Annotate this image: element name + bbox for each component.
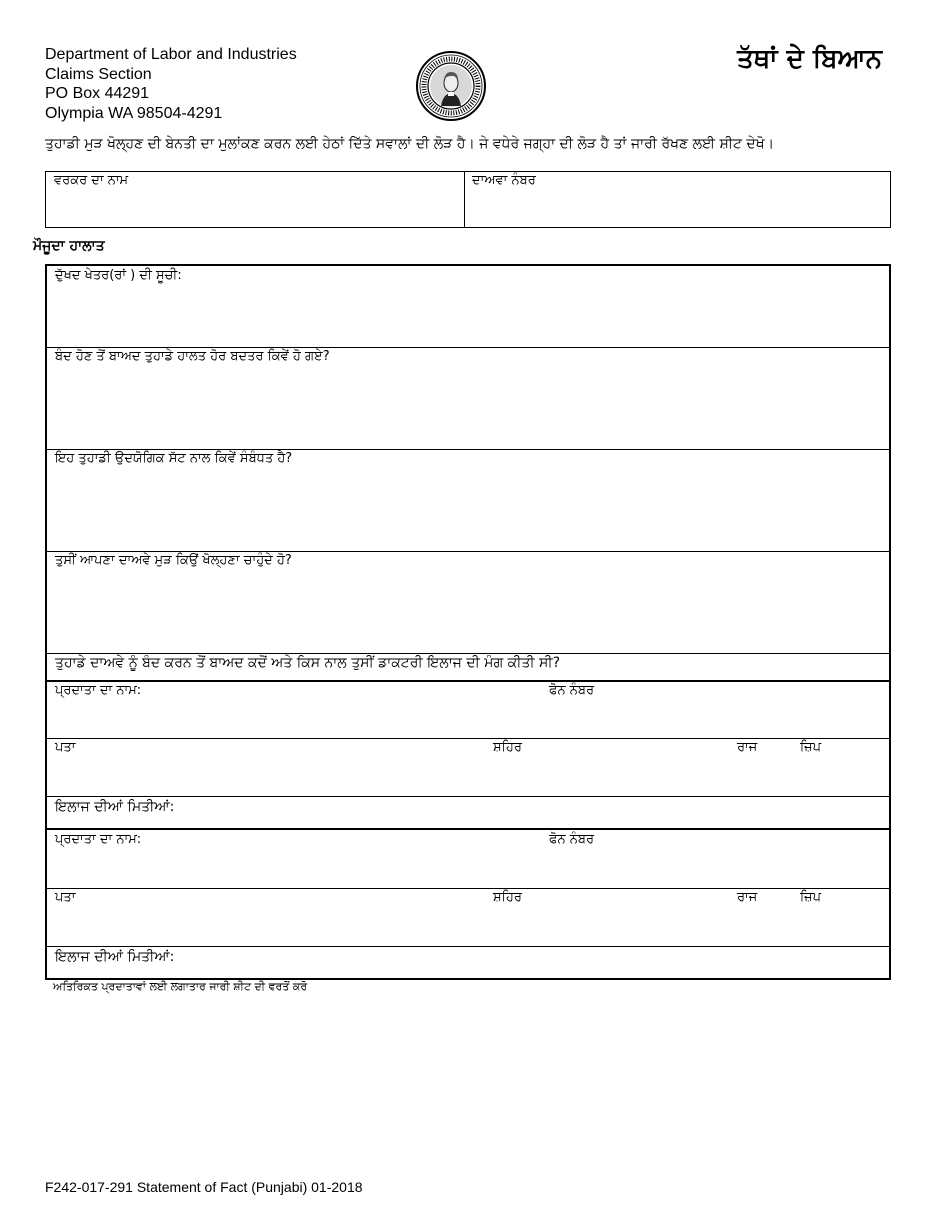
zip-field[interactable] (798, 908, 888, 944)
worker-name-label: ਵਰਕਰ ਦਾ ਨਾਮ (54, 173, 129, 188)
provider-name-label: ਪ੍ਰਦਾਤਾ ਦਾ ਨਾਮ: (55, 832, 142, 847)
state-field[interactable] (735, 758, 795, 794)
treatment-dates-label: ਇਲਾਜ ਦੀਆਂ ਮਿਤੀਆਂ: (55, 949, 175, 965)
divider (47, 888, 889, 889)
address-label: ਪਤਾ (55, 890, 76, 905)
related-injury-field[interactable] (47, 470, 889, 550)
phone-number-label: ਫੋਨ ਨੰਬਰ (549, 683, 595, 698)
question-treatment: ਤੁਹਾਡੇ ਦਾਅਵੇ ਨੂੰ ਬੰਦ ਕਰਨ ਤੋਂ ਬਾਅਦ ਕਦੋਂ ਅਤੇ ਕਿਸ ਨਾਲ ਤੁਸੀਂ ਡਾਕਟਰੀ ਇਲਾਜ ਦੀ ਮੰਗ ਕੀਤੀ ਸੀ? (55, 655, 561, 671)
additional-providers-note: ਅਤਿਰਿਕਤ ਪ੍ਰਦਾਤਾਵਾਂ ਲਈ ਲਗਾਤਾਰ ਜਾਰੀ ਸ਼ੀਟ ਦੀ ਵਰਤੋਂ ਕਰੋ (53, 980, 308, 993)
claim-number-field[interactable] (465, 190, 890, 227)
state-label: ਰਾਜ (737, 890, 758, 905)
treatment-dates-label: ਇਲਾਜ ਦੀਆਂ ਮਿਤੀਆਂ: (55, 799, 175, 815)
agency-address (45, 45, 297, 123)
address-line: Department of Labor and Industries (45, 46, 297, 63)
washington-state-seal-icon (415, 50, 487, 122)
state-label: ਰਾਜ (737, 740, 758, 755)
phone-number-field[interactable] (547, 850, 887, 886)
current-condition-box (45, 264, 891, 980)
provider-name-field[interactable] (47, 850, 542, 886)
form-number: F242-017-291 Statement of Fact (Punjabi) 01-2018 (45, 1179, 363, 1195)
phone-number-label: ਫੋਨ ਨੰਬਰ (549, 832, 595, 847)
city-label: ਸ਼ਹਿਰ (493, 740, 522, 755)
divider (47, 653, 889, 654)
reopen-reason-field[interactable] (47, 572, 889, 652)
address-line: Olympia WA 98504-4291 (45, 104, 223, 122)
address-line: PO Box 44291 (45, 85, 150, 102)
zip-label: ਜ਼ਿਪ (800, 890, 822, 905)
divider (47, 738, 889, 739)
address-field[interactable] (47, 758, 487, 794)
provider-name-label: ਪ੍ਰਦਾਤਾ ਦਾ ਨਾਮ: (55, 683, 142, 698)
form-title: ਤੱਥਾਂ ਦੇ ਬਿਆਨ (737, 44, 882, 74)
current-condition-heading: ਮੌਜੂਦਾ ਹਾਲਾਤ (33, 238, 105, 254)
zip-label: ਜ਼ਿਪ (800, 740, 822, 755)
divider (47, 347, 889, 348)
city-field[interactable] (491, 758, 731, 794)
question-affected-areas: ਦੁੱਖਦ ਖੇਤਰ(ਰਾਂ ) ਦੀ ਸੂਚੀ: (55, 268, 182, 283)
worsened-field[interactable] (47, 368, 889, 448)
question-reopen-reason: ਤੁਸੀਂ ਆਪਣਾ ਦਾਅਵੇ ਮੁੜ ਕਿਉਂ ਖੋਲ੍ਹਣਾ ਚਾਹੁੰਦੇ ਹੋ? (55, 553, 292, 568)
address-field[interactable] (47, 908, 487, 944)
divider (47, 449, 889, 450)
claim-number-label: ਦਾਅਵਾ ਨੰਬਰ (472, 173, 536, 188)
affected-areas-field[interactable] (47, 286, 889, 346)
phone-number-field[interactable] (547, 701, 887, 737)
treatment-dates-field[interactable] (182, 797, 889, 827)
city-label: ਸ਼ਹਿਰ (493, 890, 522, 905)
question-related-injury: ਇਹ ਤੁਹਾਡੀ ਉਦਯੋਗਿਕ ਸੱਟ ਨਾਲ ਕਿਵੇਂ ਸੰਬੰਧਤ ਹੈ? (55, 451, 293, 466)
divider (47, 680, 889, 682)
address-label: ਪਤਾ (55, 740, 76, 755)
divider (47, 828, 889, 830)
worker-claim-box (45, 171, 891, 228)
address-line: Claims Section (45, 65, 152, 83)
provider-name-field[interactable] (47, 701, 542, 737)
city-field[interactable] (491, 908, 731, 944)
worker-name-field[interactable] (46, 190, 463, 227)
instructions-text: ਤੁਹਾਡੀ ਮੁੜ ਖੋਲ੍ਹਣ ਦੀ ਬੇਨਤੀ ਦਾ ਮੁਲਾਂਕਣ ਕਰਨ ਲਈ ਹੇਠਾਂ ਦਿੱਤੇ ਸਵਾਲਾਂ ਦੀ ਲੋੜ ਹੈ। ਜੇ ਵਧੇਰੇ ਜਗ੍ਹਾ ਦੀ ਲੋੜ ਹੈ ਤਾਂ ਜਾਰੀ ਰੱਖਣ ਲਈ ਸ਼ੀਟ ਦੇਖੋ। (45, 136, 775, 152)
question-worsened: ਬੰਦ ਹੋਣ ਤੋਂ ਬਾਅਦ ਤੁਹਾਡੇ ਹਾਲਤ ਹੋਰ ਬਦਤਰ ਕਿਵੇਂ ਹੋ ਗਏ? (55, 349, 330, 364)
state-field[interactable] (735, 908, 795, 944)
treatment-dates-field[interactable] (182, 947, 889, 977)
divider (47, 551, 889, 552)
zip-field[interactable] (798, 758, 888, 794)
